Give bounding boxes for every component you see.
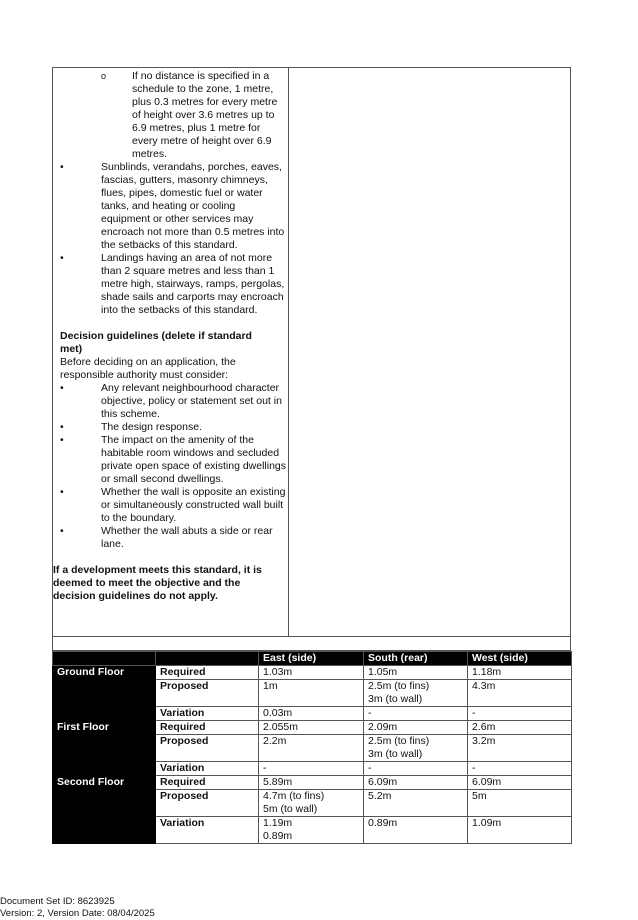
cell-east: 1.03m (259, 666, 364, 680)
bullet-marker: • (60, 434, 64, 446)
cell-west: - (468, 707, 572, 721)
cell-west: 4.3m (468, 680, 572, 707)
cell-south: 1.05m (364, 666, 468, 680)
bullet-text: Whether the wall is opposite an existing or simultaneously constructed wall built to the boundary. (101, 486, 286, 524)
bullet-text: Sunblinds, verandahs, porches, eaves, fascias, gutters, masonry chimneys, flues, pipes, domestic fuel or water tanks, and heating or cooling equipment or other services may encroach not more than 0.5 metres into the setbacks of this standard. (101, 161, 285, 251)
sub-bullet-marker: o (101, 71, 107, 81)
standard-text-column (53, 70, 288, 603)
row-label: Variation (156, 817, 259, 844)
empty-table-row (52, 637, 571, 651)
cell-east: 1m (259, 680, 364, 707)
row-label: Proposed (156, 735, 259, 762)
header-east: East (side) (259, 652, 364, 666)
bullet-text: The impact on the amenity of the habitable room windows and secluded private open space of existing dwellings or small second dwellings. (101, 434, 287, 485)
header-blank-cell (156, 652, 259, 666)
encroachment-bullet-list (53, 161, 288, 317)
table-row (53, 721, 572, 735)
cell-south: 2.09m (364, 721, 468, 735)
bullet-marker: • (60, 525, 64, 537)
cell-east: 4.7m (to fins) 5m (to wall) (259, 790, 364, 817)
cell-south: - (364, 762, 468, 776)
cell-south: 5.2m (364, 790, 468, 817)
header-south: South (rear) (364, 652, 468, 666)
meets-standard-note: If a development meets this standard, it is deemed to meet the objective and the decision guidelines do not apply. (53, 564, 262, 602)
standard-content-box (52, 67, 571, 637)
cell-east: 2.055m (259, 721, 364, 735)
row-label: Required (156, 721, 259, 735)
sub-bullet-text: If no distance is specified in a schedule to the zone, 1 metre, plus 0.3 metres for every metre of height over 3.6 metres up to 6.9 metres, plus 1 metre for every metre of height over 6.9 metres. (132, 70, 278, 160)
cell-west: 5m (468, 790, 572, 817)
cell-south: 6.09m (364, 776, 468, 790)
document-set-id: Document Set ID: 8623925 (0, 896, 115, 907)
cell-east: 1.19m 0.89m (259, 817, 364, 844)
cell-south: - (364, 707, 468, 721)
cell-east: - (259, 762, 364, 776)
bullet-item (53, 434, 287, 486)
row-label: Variation (156, 762, 259, 776)
bullet-marker: • (60, 161, 64, 173)
cell-west: 2.6m (468, 721, 572, 735)
bullet-item (53, 382, 287, 421)
setback-table (52, 651, 572, 844)
floor-label: Second Floor (53, 776, 156, 844)
bullet-text: Whether the wall abuts a side or rear lane. (101, 525, 273, 550)
setback-table-header (53, 652, 572, 666)
cell-east: 5.89m (259, 776, 364, 790)
row-label: Variation (156, 707, 259, 721)
cell-east: 2.2m (259, 735, 364, 762)
table-row (53, 776, 572, 790)
bullet-item (53, 525, 287, 551)
cell-south: 2.5m (to fins) 3m (to wall) (364, 680, 468, 707)
cell-south: 2.5m (to fins) 3m (to wall) (364, 735, 468, 762)
row-label: Required (156, 776, 259, 790)
decision-guidelines-list (53, 382, 288, 551)
cell-west: 1.09m (468, 817, 572, 844)
row-label: Required (156, 666, 259, 680)
column-divider (288, 68, 289, 636)
bullet-marker: • (60, 486, 64, 498)
document-footer (0, 896, 155, 919)
bullet-marker: • (60, 252, 64, 264)
bullet-item (53, 252, 287, 317)
bullet-item (53, 486, 287, 525)
floor-label: Ground Floor (53, 666, 156, 721)
row-label: Proposed (156, 790, 259, 817)
header-blank-cell (53, 652, 156, 666)
floor-label: First Floor (53, 721, 156, 776)
version-line: Version: 2, Version Date: 08/04/2025 (0, 908, 155, 919)
cell-west: 1.18m (468, 666, 572, 680)
sub-bullet-item (53, 70, 287, 161)
bullet-marker: • (60, 421, 64, 433)
cell-west: - (468, 762, 572, 776)
decision-guidelines-title: Decision guidelines (delete if standard met) (60, 330, 252, 355)
bullet-text: Any relevant neighbourhood character objective, policy or statement set out in this scheme. (101, 382, 282, 420)
cell-south: 0.89m (364, 817, 468, 844)
row-label: Proposed (156, 680, 259, 707)
header-west: West (side) (468, 652, 572, 666)
cell-west: 6.09m (468, 776, 572, 790)
bullet-text: The design response. (101, 421, 202, 433)
bullet-item (53, 421, 287, 434)
bullet-text: Landings having an area of not more than 2 square metres and less than 1 metre high, stairways, ramps, pergolas, shade sails and carports may encroach into the setbacks of this standard. (101, 252, 285, 316)
bullet-item (53, 161, 287, 252)
cell-west: 3.2m (468, 735, 572, 762)
decision-guidelines-intro: Before deciding on an application, the responsible authority must consider: (60, 356, 236, 381)
table-row (53, 666, 572, 680)
cell-east: 0.03m (259, 707, 364, 721)
bullet-marker: • (60, 382, 64, 394)
